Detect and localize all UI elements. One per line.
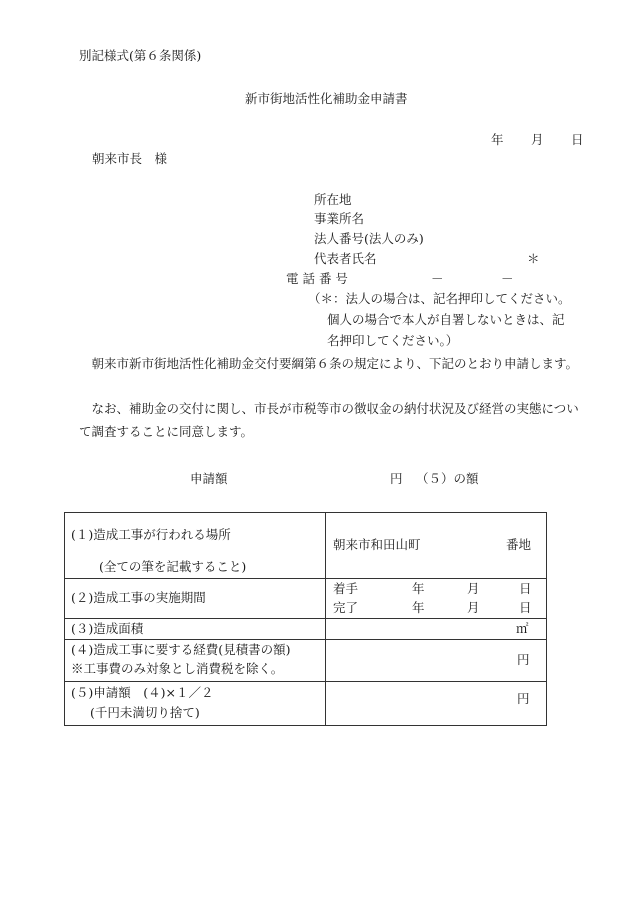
row1-label: (１)造成工事が行われる場所 — [71, 527, 231, 542]
table-row — [65, 619, 547, 640]
application-table — [64, 512, 547, 726]
table-row — [65, 682, 547, 726]
table-cell-value[interactable] — [326, 619, 547, 640]
table-cell-label — [65, 513, 326, 579]
row2-end-day: 日 — [519, 600, 532, 615]
table-cell-value[interactable] — [326, 579, 547, 619]
form-reference: 別記様式(第６条関係) — [79, 48, 202, 63]
row5-unit: 円 — [517, 691, 530, 706]
table-cell-label — [65, 682, 326, 726]
row1-banchi: 番地 — [506, 537, 532, 552]
row2-start: 着手 — [333, 581, 359, 596]
representative-label: 代表者氏名 — [314, 251, 377, 266]
row2-start-year: 年 — [412, 581, 425, 596]
row2-end: 完了 — [333, 600, 359, 615]
table-cell-label — [65, 579, 326, 619]
date-day: 日 — [571, 132, 584, 147]
phone-label: 電 話 番 号 — [286, 271, 348, 286]
row4-note: ※工事費のみ対象とし消費税を除く。 — [71, 661, 284, 676]
row5-label: (５)申請額 (４)×１／２ — [71, 685, 214, 700]
table-cell-value[interactable] — [326, 682, 547, 726]
office-name-label: 事業所名 — [314, 211, 365, 226]
seal-asterisk: ＊ — [527, 251, 540, 266]
table-row — [65, 579, 547, 619]
row4-label: (４)造成工事に要する経費(見積書の額) — [71, 642, 291, 657]
seal-note-line-3: 名押印してください。） — [327, 333, 459, 348]
table-cell-value[interactable] — [326, 513, 547, 579]
row3-unit: ㎡ — [516, 621, 529, 636]
row2-start-day: 日 — [519, 581, 532, 596]
seal-note-line-2: 個人の場合で本人が自署しないときは、記 — [327, 312, 565, 327]
corporate-number-label: 法人番号(法人のみ) — [314, 231, 424, 246]
table-cell-value[interactable] — [326, 640, 547, 682]
table-cell-label — [65, 619, 326, 640]
table-row — [65, 640, 547, 682]
amount-note: （５）の額 — [416, 471, 479, 486]
row4-unit: 円 — [517, 652, 530, 667]
row2-start-month: 月 — [467, 581, 480, 596]
location-label: 所在地 — [314, 192, 352, 207]
addressee: 朝来市長 様 — [92, 151, 168, 166]
row2-end-year: 年 — [412, 600, 425, 615]
row2-label: (２)造成工事の実施期間 — [71, 590, 206, 605]
row2-end-month: 月 — [467, 600, 480, 615]
row1-sublabel: (全ての筆を記載すること) — [99, 559, 247, 574]
date-year: 年 — [491, 132, 504, 147]
row1-place: 朝来市和田山町 — [333, 537, 421, 552]
amount-unit: 円 — [390, 471, 403, 486]
table-row — [65, 513, 547, 579]
phone-dash-1: － — [431, 271, 444, 286]
date-month: 月 — [531, 132, 544, 147]
body-paragraph-2: なお、補助金の交付に関し、市長が市税等市の徴収金の納付状況及び経営の実態について調査することに同意します。 — [79, 401, 579, 439]
seal-note-line-1: （＊：法人の場合は、記名押印してください。 — [308, 291, 571, 306]
amount-label: 申請額 — [190, 471, 228, 486]
document-title: 新市街地活性化補助金申請書 — [245, 91, 408, 106]
body-paragraph-1: 朝来市新市街地活性化補助金交付要綱第６条の規定により、下記のとおり申請します。 — [91, 356, 579, 371]
row5-note: (千円未満切り捨て) — [90, 705, 200, 720]
row3-label: (３)造成面積 — [71, 621, 144, 636]
phone-dash-2: － — [501, 271, 514, 286]
table-cell-label — [65, 640, 326, 682]
